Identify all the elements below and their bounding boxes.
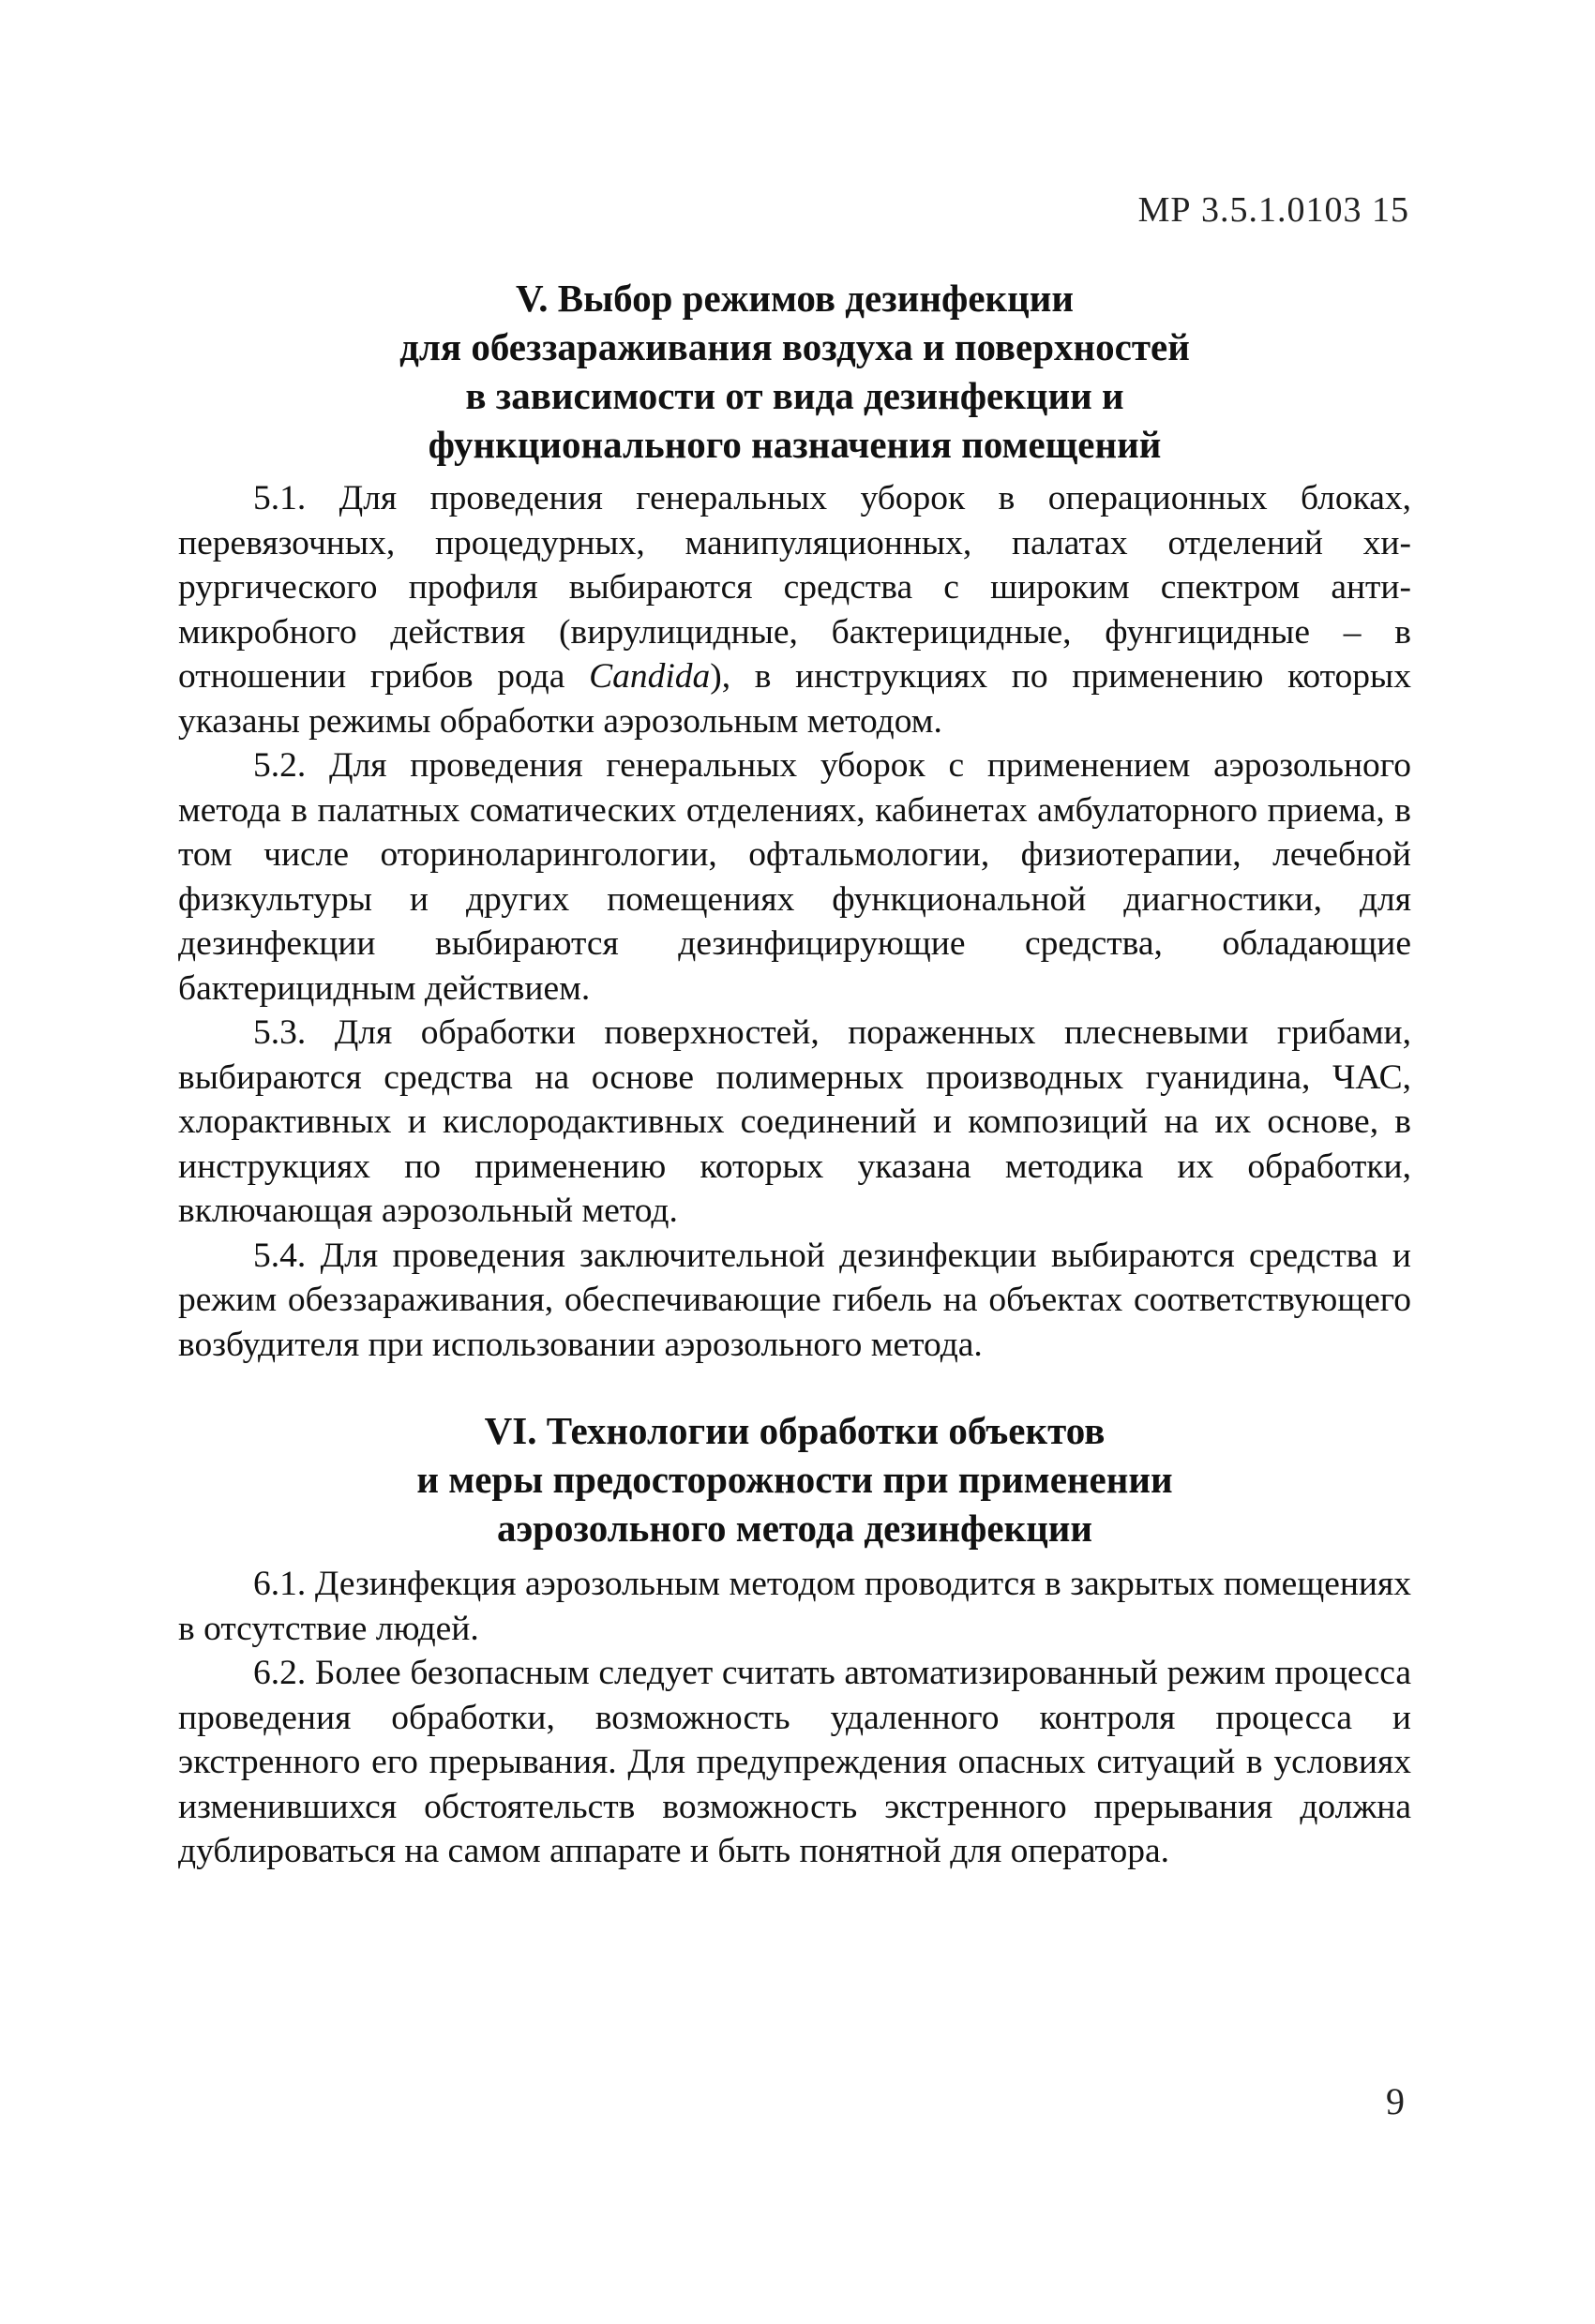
document-code: МР 3.5.1.0103 15 — [1137, 190, 1409, 230]
paragraph-5-2 — [178, 743, 1411, 1011]
paragraph-6-2 — [178, 1651, 1411, 1874]
paragraph-text: Для обработки поверхностей, пораженных плесневыми грибами, выбираются средства на основе полимерных производных гуанидина, ЧАС, хлорактивных и кислородактивных соединений и композиций на их основе, в инструкциях по применению которых указана методика их обработки, включающая аэрозольный метод. — [178, 1013, 1411, 1230]
section-6-title-line: аэрозольного метода дезинфекции — [496, 1507, 1093, 1550]
page-number: 9 — [1386, 2080, 1405, 2122]
section-5-title — [178, 274, 1411, 469]
paragraph-text: ), в инструкциях по применению которых указаны режимы обработки аэрозольным методом. — [178, 657, 1411, 741]
page-content — [178, 274, 1411, 1874]
paragraph-text: Для проведения генеральных уборок в операционных блоках, перевязочных, процедурных, манипуляционных, палатах отделений хирургического профиля выбираются средства с широким спектром антимикробного действия (вирулицидные, бактерицидные, фунгицидные – в отношении грибов рода — [178, 479, 1411, 696]
paragraph-5-4 — [178, 1234, 1411, 1368]
paragraph-text: Более безопасным следует считать автоматизированный режим процесса проведения обработки, возможность удаленного контроля процесса и экстренного его прерывания. Для предупреждения опасных ситуаций в условиях изменившихся обстоятельств возможность экстренного прерывания должна дублироваться на самом аппарате и быть понятной для оператора. — [178, 1654, 1411, 1870]
paragraph-number: 6.1. — [253, 1565, 307, 1603]
paragraph-number: 6.2. — [253, 1654, 307, 1692]
paragraph-text: Дезинфекция аэрозольным методом проводится в закрытых помещениях в отсутствие людей. — [178, 1565, 1411, 1648]
section-5-title-line: V. Выбор режимов дезинфекции — [515, 277, 1075, 320]
paragraph-5-1 — [178, 476, 1411, 743]
section-5-title-line: для обеззараживания воздуха и поверхностей — [399, 325, 1190, 368]
paragraph-number: 5.4. — [253, 1236, 307, 1275]
section-5-title-line: функционального назначения помещений — [428, 423, 1162, 466]
paragraph-text: Для проведения генеральных уборок с применением аэрозольного метода в палатных соматических отделениях, кабинетах амбулаторного приема, в том числе оториноларингологии, офтальмологии, физиотерапии, лечебной физкультуры и других помещениях функциональной диагностики, для дезинфекции выбираются дезинфицирующие средства, обладающие бактерицидным действием. — [178, 746, 1411, 1008]
paragraph-6-1 — [178, 1562, 1411, 1651]
section-6-title-line: и меры предосторожности при применении — [416, 1458, 1173, 1501]
paragraph-5-3 — [178, 1011, 1411, 1234]
paragraph-text: Для проведения заключительной дезинфекции выбираются средства и режим обеззараживания, обеспечивающие гибель на объектах соответствующего возбудителя при использовании аэрозольного метода. — [178, 1236, 1411, 1364]
paragraph-number: 5.1. — [253, 479, 307, 517]
section-6-title — [178, 1406, 1411, 1552]
section-5-title-line: в зависимости от вида дезинфекции и — [465, 374, 1124, 417]
paragraph-number: 5.3. — [253, 1013, 307, 1052]
section-6-title-line: VI. Технологии обработки объектов — [484, 1409, 1106, 1452]
paragraph-number: 5.2. — [253, 746, 307, 785]
paragraph-italic-term: Candida — [589, 657, 711, 696]
